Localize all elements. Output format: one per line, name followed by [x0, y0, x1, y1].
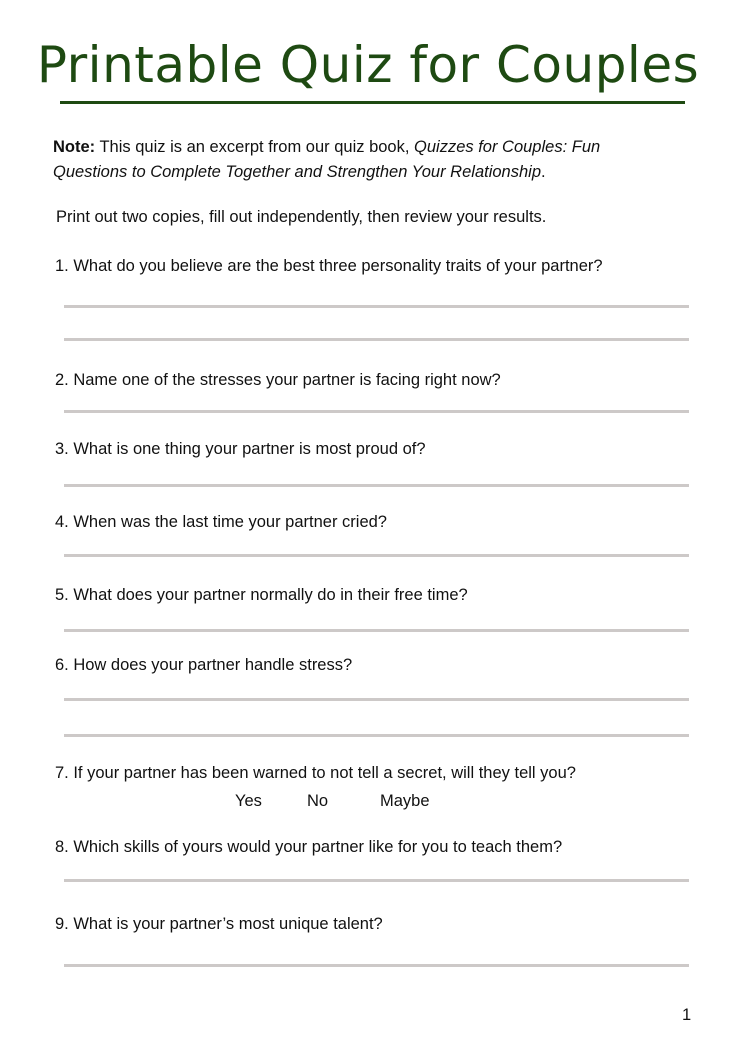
page-title: Printable Quiz for Couples — [36, 36, 700, 94]
answer-line-2[interactable] — [64, 410, 689, 413]
question-3: 3. What is one thing your partner is most proud of? — [55, 440, 426, 458]
question-4: 4. When was the last time your partner cried? — [55, 513, 387, 531]
answer-line-6a[interactable] — [64, 698, 689, 701]
title-underline — [60, 101, 685, 104]
answer-line-8[interactable] — [64, 879, 689, 882]
book-title: Quizzes for Couples: Fun Questions to Complete Together and Strengthen Your Relationship — [53, 138, 601, 181]
answer-line-9[interactable] — [64, 964, 689, 967]
note-text: This quiz is an excerpt from our quiz book, — [95, 138, 415, 156]
answer-line-3[interactable] — [64, 484, 689, 487]
option-no[interactable]: No — [307, 792, 329, 810]
question-2: 2. Name one of the stresses your partner is facing right now? — [55, 371, 501, 389]
question-6: 6. How does your partner handle stress? — [55, 656, 353, 674]
question-7: 7. If your partner has been warned to not tell a secret, will they tell you? — [55, 764, 576, 782]
question-5: 5. What does your partner normally do in their free time? — [55, 586, 468, 604]
question-8: 8. Which skills of yours would your partner like for you to teach them? — [55, 838, 563, 856]
note-label: Note: — [53, 138, 96, 156]
answer-line-6b[interactable] — [64, 734, 689, 737]
answer-line-5[interactable] — [64, 629, 689, 632]
question-1: 1. What do you believe are the best three personality traits of your partner? — [55, 257, 603, 275]
question-9: 9. What is your partner’s most unique talent? — [55, 915, 383, 933]
note-end: . — [541, 163, 546, 181]
page-number: 1 — [682, 1006, 692, 1024]
note-paragraph — [53, 135, 673, 185]
answer-line-4[interactable] — [64, 554, 689, 557]
option-maybe[interactable]: Maybe — [380, 792, 430, 810]
option-yes[interactable]: Yes — [235, 792, 262, 810]
answer-line-1b[interactable] — [64, 338, 689, 341]
instructions: Print out two copies, fill out independently, then review your results. — [56, 208, 547, 226]
answer-line-1a[interactable] — [64, 305, 689, 308]
